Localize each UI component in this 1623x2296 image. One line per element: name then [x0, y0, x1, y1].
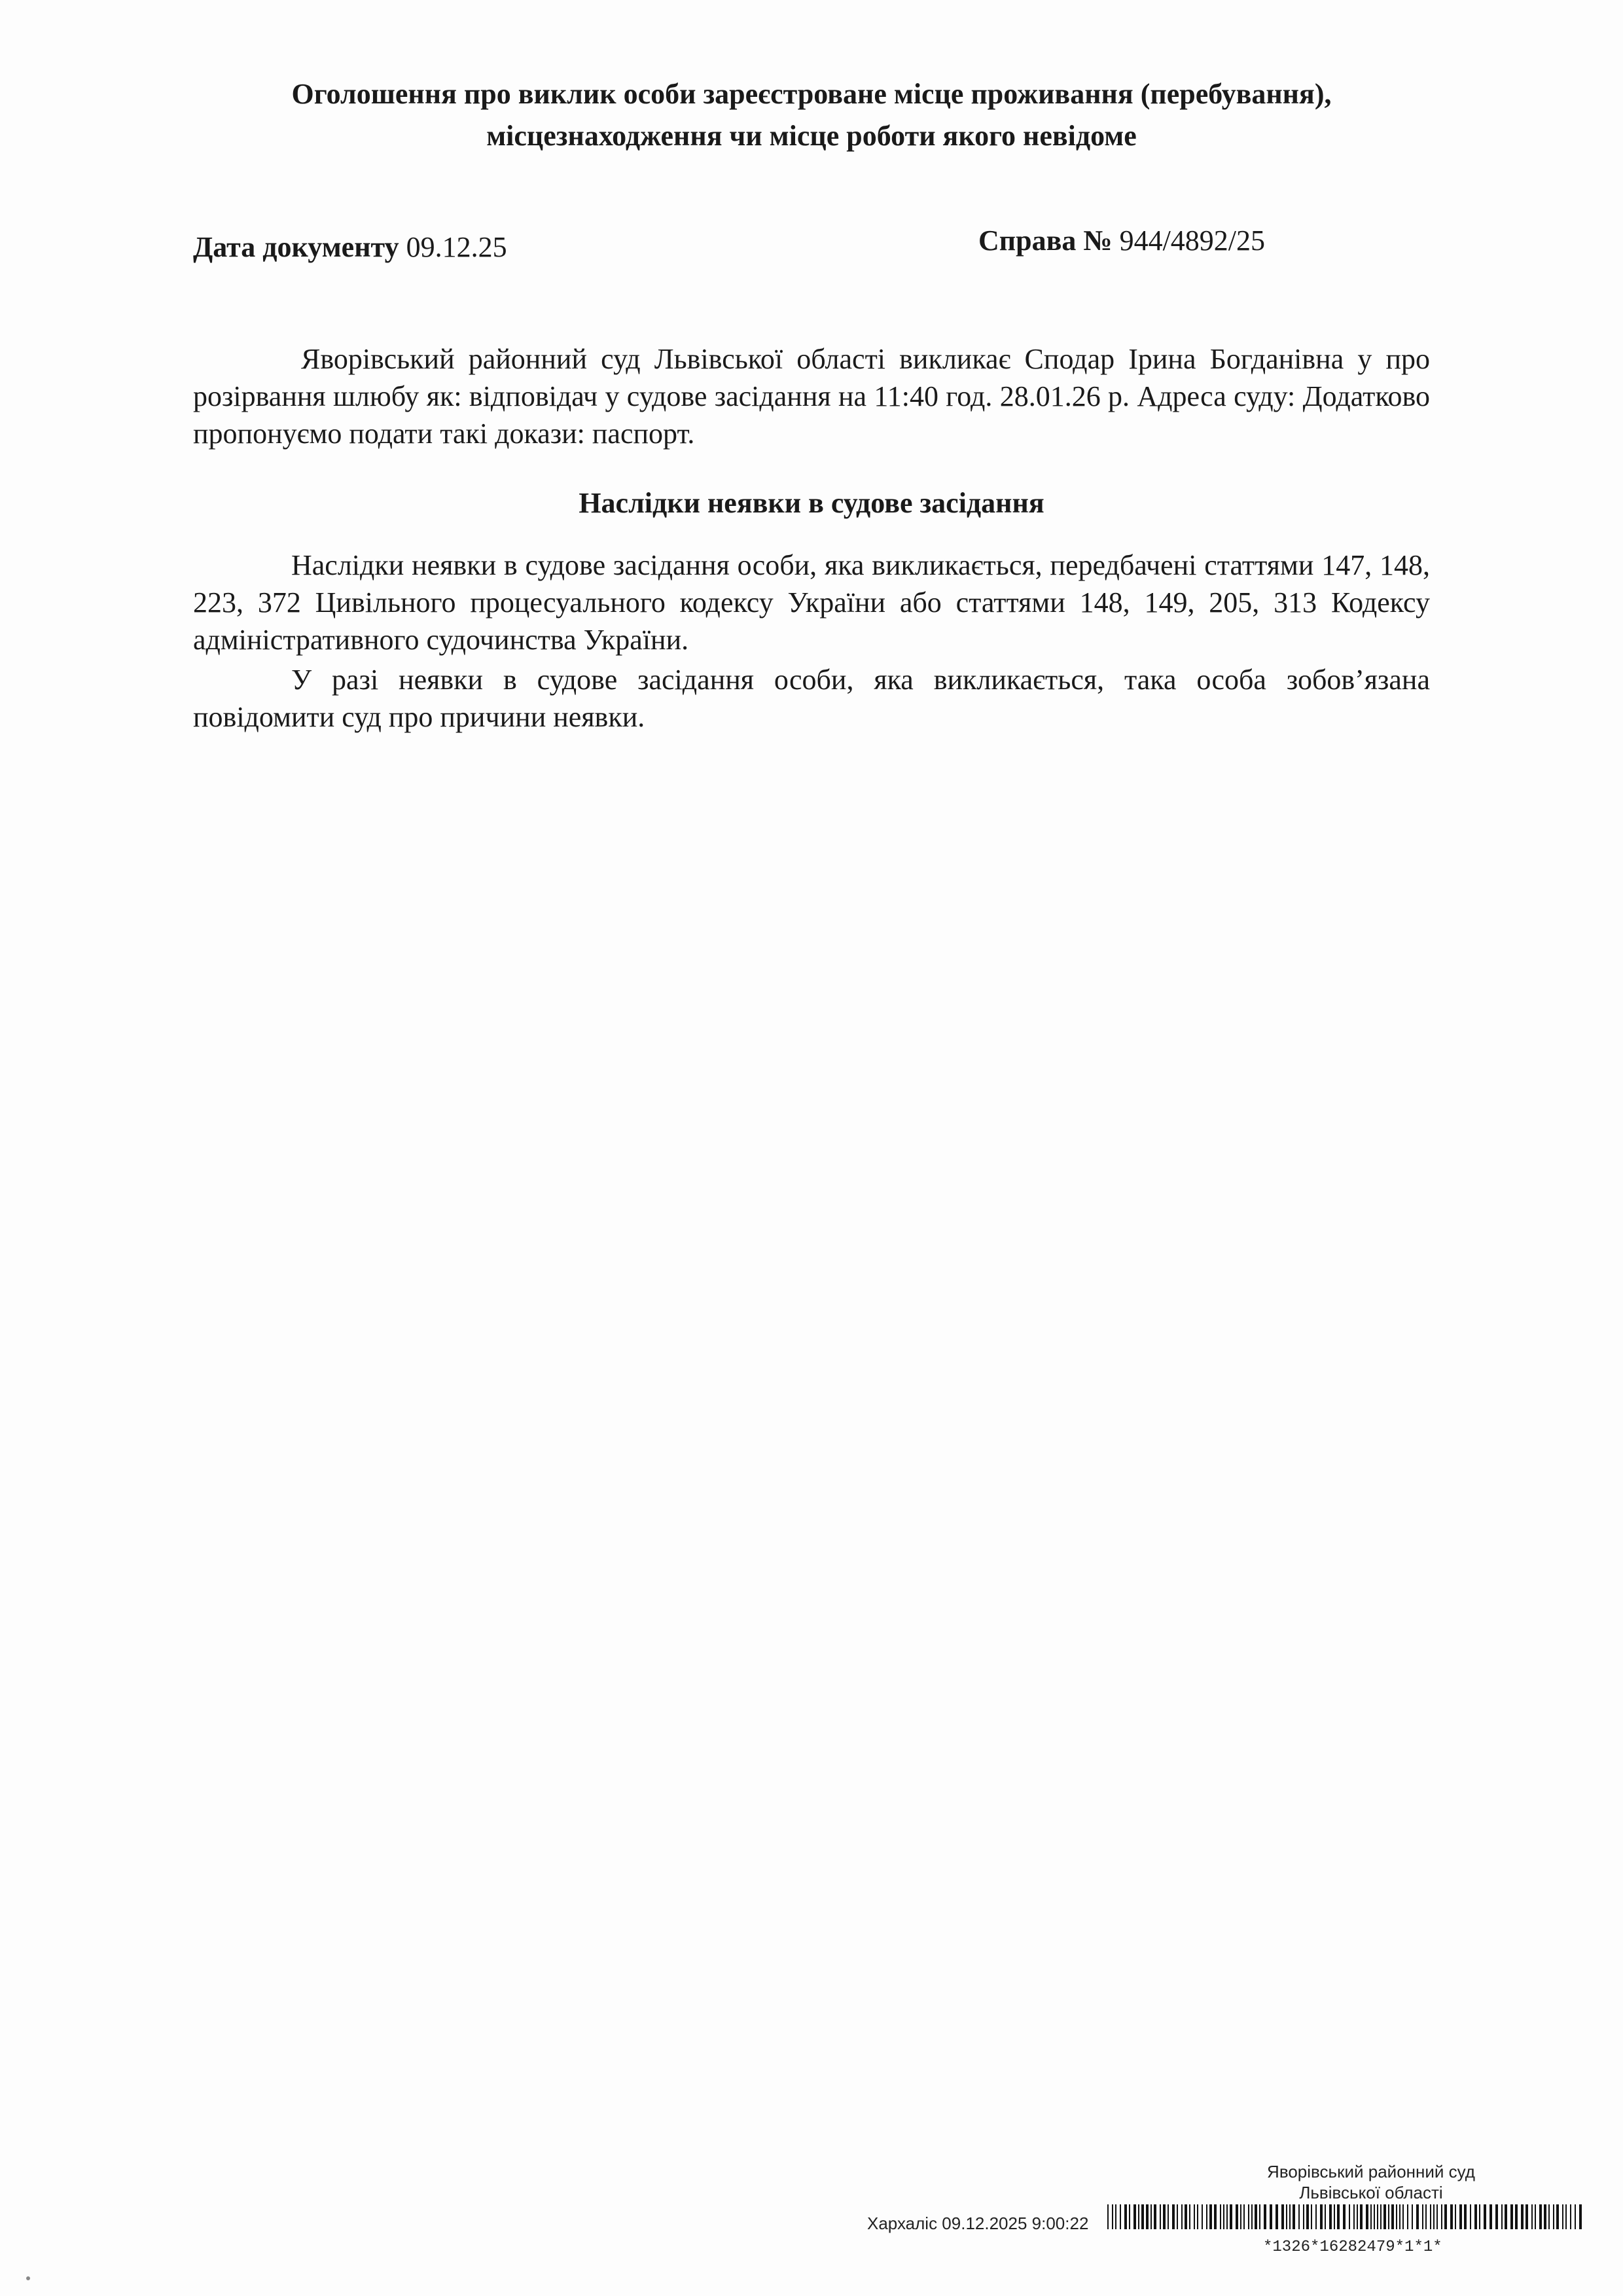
barcode-bar: [1374, 2204, 1375, 2229]
barcode-bar: [1450, 2204, 1453, 2229]
barcode-bar: [1185, 2204, 1187, 2229]
barcode-bar: [1360, 2204, 1363, 2229]
barcode-bar: [1416, 2204, 1419, 2229]
barcode-bar: [1399, 2204, 1400, 2229]
barcode-bar: [1535, 2204, 1536, 2229]
barcode-bar: [1407, 2204, 1408, 2229]
barcode-bar: [1425, 2204, 1427, 2229]
barcode-bar: [1444, 2204, 1447, 2229]
barcode-bar: [1160, 2204, 1161, 2229]
barcode-bar: [1489, 2204, 1492, 2229]
barcode-bar: [1298, 2204, 1300, 2229]
barcode-bar: [1120, 2204, 1121, 2229]
barcode-bar: [1146, 2204, 1149, 2229]
barcode-bar: [1112, 2204, 1113, 2229]
court-stamp: [1240, 2161, 1502, 2203]
barcode-bar: [1357, 2204, 1358, 2229]
barcode-bar: [1251, 2204, 1253, 2229]
barcode-bar: [1177, 2204, 1178, 2229]
barcode-bar: [1334, 2204, 1335, 2229]
barcode-bar: [1388, 2204, 1389, 2229]
barcode-bar: [1430, 2204, 1431, 2229]
consequences-heading: Наслідки неявки в судове засідання: [579, 487, 1044, 519]
barcode-bar: [1422, 2204, 1423, 2229]
barcode-bar: [1370, 2204, 1372, 2229]
barcode-bar: [1531, 2204, 1533, 2229]
barcode-bar: [1479, 2204, 1480, 2229]
barcode-bar: [1226, 2204, 1228, 2229]
barcode-bar: [1570, 2204, 1571, 2229]
barcode-bar: [1474, 2204, 1477, 2229]
barcode-bar: [1325, 2204, 1326, 2229]
barcode-bar: [1306, 2204, 1309, 2229]
barcode-bar: [1441, 2204, 1442, 2229]
summons-paragraph: Яворівський районний суд Львівської області викликає Сподар Ірина Богданівна у про розірвання шлюбу як: відповідач у судове засідання на 11:40 год. 28.01.26 р. Адреса суду: Додатково пропонуємо подати такі докази: паспорт.: [193, 343, 1430, 450]
barcode-bar: [1107, 2204, 1109, 2229]
title-line-2: місцезнаходження чи місце роботи якого невідоме: [486, 120, 1137, 152]
barcode-bar: [1202, 2204, 1203, 2229]
barcode-bar: [1138, 2204, 1139, 2229]
barcode-bar: [1396, 2204, 1397, 2229]
title-line-1: Оголошення про виклик особи зареєстроване місце проживання (перебування),: [291, 78, 1332, 110]
case-number: [978, 224, 1265, 257]
barcode-bar: [1391, 2204, 1394, 2229]
date-label: Дата документу: [193, 231, 399, 263]
consequences-paragraph: Наслідки неявки в судове засідання особи, яка викликається, передбачені статтями 147, 148, 223, 372 Цивільного процесуального кодексу України або статтями 148, 149, 205, 313 Кодексу адміністративного судочинства України.: [193, 549, 1430, 656]
barcode-bar: [1259, 2204, 1260, 2229]
barcode-bar: [1264, 2204, 1266, 2229]
barcode-bar: [1311, 2204, 1312, 2229]
barcode-bar: [1168, 2204, 1169, 2229]
court-stamp-line-1: Яворівський районний суд: [1267, 2162, 1475, 2181]
barcode-bar: [1521, 2204, 1524, 2229]
barcode-bar: [1470, 2204, 1471, 2229]
barcode-bar: [1579, 2204, 1582, 2229]
barcode-bar: [1436, 2204, 1438, 2229]
barcode-bar: [1194, 2204, 1195, 2229]
barcode-bar: [1255, 2204, 1257, 2229]
barcode-bar: [1275, 2204, 1278, 2229]
barcode-bar: [1163, 2204, 1166, 2229]
barcode-bar: [1230, 2204, 1232, 2229]
barcode-bar: [1206, 2204, 1207, 2229]
barcode-bar: [1320, 2204, 1323, 2229]
barcode-bar: [1539, 2204, 1542, 2229]
barcode-bar: [1115, 2204, 1116, 2229]
barcode-bar: [1459, 2204, 1462, 2229]
court-stamp-line-2: Львівської області: [1299, 2183, 1443, 2202]
document-date: [193, 230, 507, 264]
barcode-icon: [1107, 2204, 1585, 2229]
barcode-bar: [1548, 2204, 1550, 2229]
clerk-stamp: Хархаліс 09.12.2025 9:00:22: [867, 2214, 1089, 2233]
barcode-bar: [1337, 2204, 1340, 2229]
barcode-bar: [1575, 2204, 1576, 2229]
barcode-bar: [1154, 2204, 1156, 2229]
barcode-bar: [1214, 2204, 1217, 2229]
barcode-bar: [1515, 2204, 1518, 2229]
barcode-bar: [1464, 2204, 1467, 2229]
barcode-text: *1326*16282479*1*1*: [1263, 2238, 1442, 2256]
barcode-bar: [1248, 2204, 1249, 2229]
barcode-bar: [1525, 2204, 1528, 2229]
barcode-bar: [1565, 2204, 1567, 2229]
barcode-bar: [1303, 2204, 1304, 2229]
barcode-bar: [1223, 2204, 1224, 2229]
barcode-bar: [1281, 2204, 1284, 2229]
barcode-bar: [1293, 2204, 1295, 2229]
barcode-bar: [1243, 2204, 1245, 2229]
barcode-bar: [1349, 2204, 1350, 2229]
barcode-bar: [1556, 2204, 1559, 2229]
barcode-bar: [1129, 2204, 1130, 2229]
date-value: 09.12.25: [406, 231, 507, 263]
barcode-bar: [1501, 2204, 1503, 2229]
barcode-bar: [1433, 2204, 1435, 2229]
barcode-bar: [1495, 2204, 1498, 2229]
barcode-bar: [1133, 2204, 1136, 2229]
scan-speck: [26, 2276, 30, 2280]
notice-paragraph: У разі неявки в судове засідання особи, яка викликається, така особа зобов’язана повідомити суд про причини неявки.: [193, 664, 1430, 733]
barcode-bar: [1505, 2204, 1507, 2229]
barcode-bar: [1315, 2204, 1317, 2229]
barcode-bar: [1181, 2204, 1183, 2229]
barcode-bar: [1270, 2204, 1272, 2229]
barcode-bar: [1209, 2204, 1212, 2229]
barcode-bar: [1380, 2204, 1382, 2229]
barcode-bar: [1412, 2204, 1413, 2229]
document-title: [196, 73, 1427, 157]
barcode-bar: [1289, 2204, 1291, 2229]
barcode-bar: [1510, 2204, 1513, 2229]
barcode-bar: [1124, 2204, 1127, 2229]
barcode-bar: [1366, 2204, 1368, 2229]
case-value: 944/4892/25: [1119, 224, 1266, 257]
barcode-bar: [1286, 2204, 1287, 2229]
barcode-bar: [1343, 2204, 1346, 2229]
barcode-bar: [1383, 2204, 1386, 2229]
barcode-bar: [1220, 2204, 1221, 2229]
barcode-bar: [1197, 2204, 1198, 2229]
case-label: Справа №: [978, 224, 1113, 257]
barcode-bar: [1562, 2204, 1563, 2229]
barcode-bar: [1377, 2204, 1378, 2229]
barcode-bar: [1353, 2204, 1355, 2229]
barcode-bar: [1240, 2204, 1241, 2229]
barcode-bar: [1544, 2204, 1546, 2229]
barcode-bar: [1484, 2204, 1486, 2229]
barcode-bar: [1150, 2204, 1152, 2229]
barcode-bar: [1553, 2204, 1554, 2229]
barcode-bar: [1141, 2204, 1144, 2229]
barcode-bar: [1189, 2204, 1190, 2229]
barcode-bar: [1172, 2204, 1175, 2229]
barcode-bar: [1329, 2204, 1332, 2229]
barcode-bar: [1236, 2204, 1238, 2229]
barcode-bar: [1402, 2204, 1404, 2229]
barcode-bar: [1455, 2204, 1456, 2229]
